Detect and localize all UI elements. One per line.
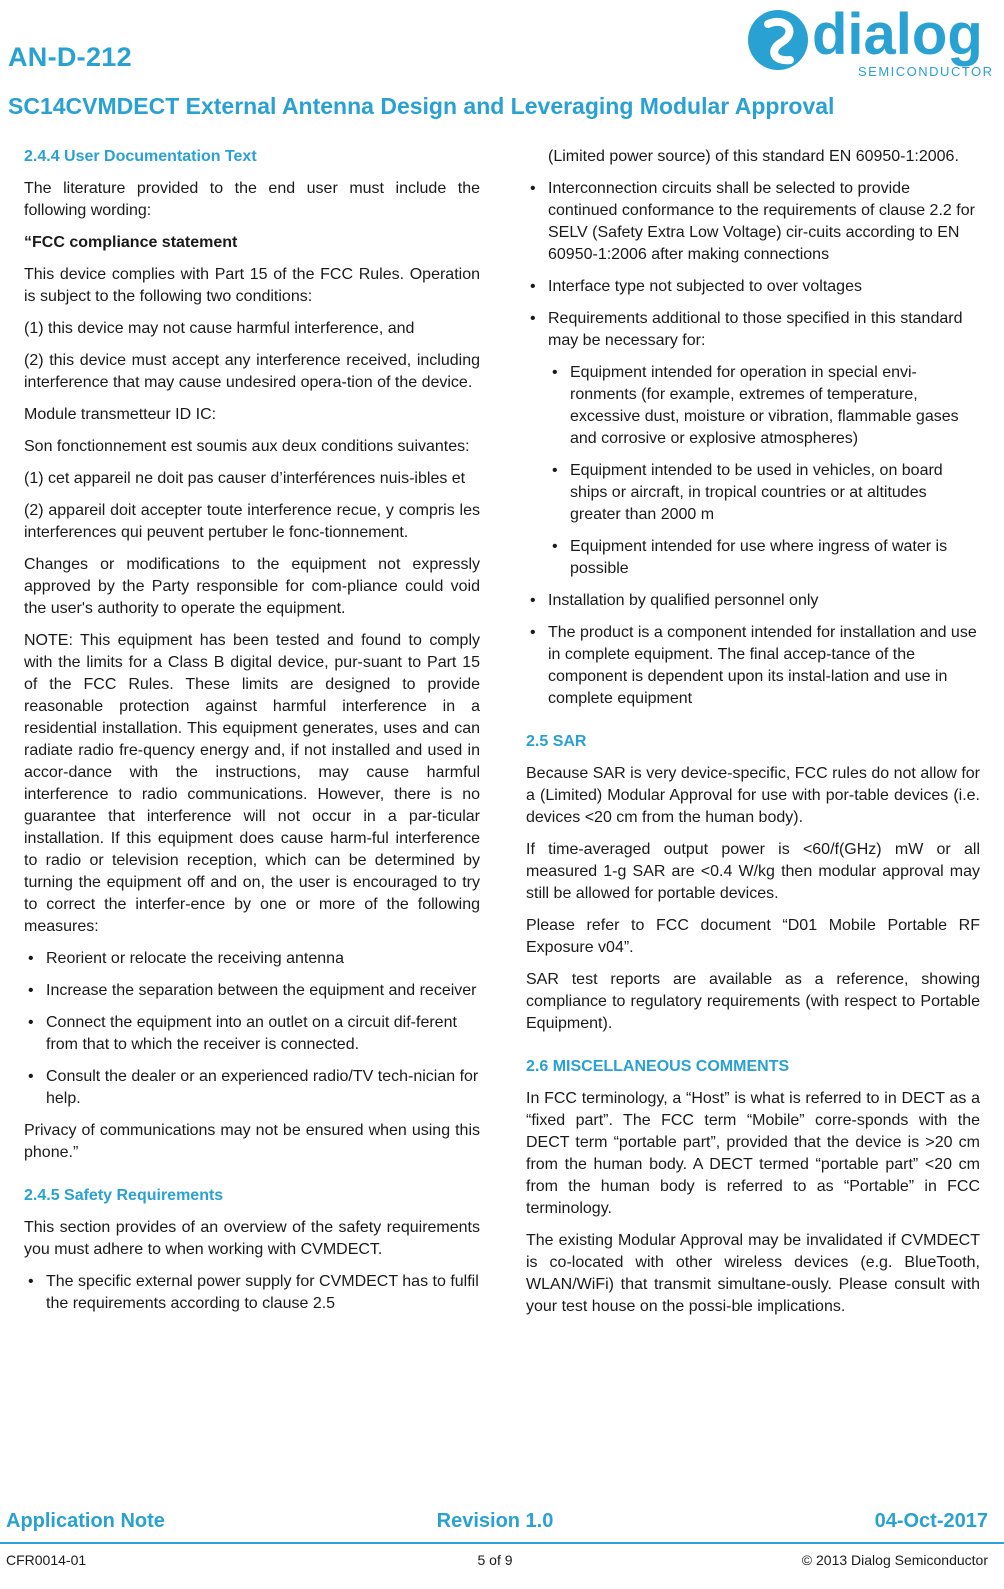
list-item: • Interconnection circuits shall be selected to provide continued conformance to the requirements of clause 2.2 for SELV (Safety Extra Low Voltage) cir-cuits according to EN 60950-1:2006 after making connections [526,178,980,266]
paragraph: Privacy of communications may not be ensured when using this phone.” [24,1122,480,1161]
document-id: AN-D-212 [8,42,132,72]
footer-divider [0,1542,1004,1544]
footer-form-id: CFR0014-01 [6,1552,87,1568]
footer-revision: Revision 1.0 [436,1510,554,1532]
measures-list [24,948,480,1110]
list-item-text: Requirements additional to those specified in this standard may be necessary for: [548,310,963,349]
footer-date: 04-Oct-2017 [874,1510,988,1532]
list-item-continued: (Limited power source) of this standard EN 60950-1:2006. [548,148,959,165]
document-title: SC14CVMDECT External Antenna Design and Leveraging Modular Approval [8,93,835,119]
section-heading-sar: 2.5 SAR [526,733,587,750]
paragraph: NOTE: This equipment has been tested and found to comply with the limits for a Class B digital device, pur-suant to Part 15 of the FCC Rules. These limits are designed to provide reasonable protection against harmful interference in a residential installation. This equipment generates, uses and can radiate radio fre-quency energy and, if not installed and used in accor-dance with the instructions, may cause harmful interference to radio communications. However, there is no guarantee that interference will not occur in a par-ticular installation. If this equipment does cause harm-ful interference to radio or television reception, which can be determined by turning the equipment off and on, the user is encouraged to try to correct the interfer-ence by one or more of the following measures: [24,632,480,935]
list-item: • Installation by qualified personnel only [526,590,980,612]
paragraph: The existing Modular Approval may be invalidated if CVMDECT is co-located with other wireless devices (e.g. BlueTooth, WLAN/WiFi) that transmit simultane-ously. Please consult with your test house on the possi-ble implications. [526,1232,980,1315]
paragraph: Son fonctionnement est soumis aux deux conditions suivantes: [24,438,470,455]
safety-list-continued [526,146,980,710]
list-item: • Interface type not subjected to over voltages [526,276,980,298]
paragraph: (1) cet appareil ne doit pas causer d’interférences nuis-ibles et [24,470,466,487]
list-item: • Increase the separation between the equipment and receiver [24,980,480,1002]
sub-list-item: • Equipment intended for use where ingress of water is possible [548,536,980,580]
paragraph: If time-averaged output power is <60/f(GHz) mW or all measured 1-g SAR are <0.4 W/kg then modular approval may still be allowed for portable devices. [526,841,980,902]
footer-page-number: 5 of 9 [477,1552,513,1568]
paragraph: Please refer to FCC document “D01 Mobile Portable RF Exposure v04”. [526,917,980,956]
paragraph: Module transmetteur ID IC: [24,406,217,423]
footer-main [0,1510,1004,1538]
paragraph: This device complies with Part 15 of the FCC Rules. Operation is subject to the following two conditions: [24,266,480,305]
paragraph: In FCC terminology, a “Host” is what is referred to in DECT as a “fixed part”. The FCC term “Mobile” corre-sponds with the DECT term “portable part”, provided that the device is >20 cm from the human body. A DECT termed “portable part” <20 cm from the human body is referred to as “Portable” in FCC terminology. [526,1090,980,1217]
list-item: • The product is a component intended for installation and use in complete equipment. The final accep-tance of the component is dependent upon its instal-lation and use in complete equipment [526,622,980,710]
section-heading-user-documentation: 2.4.4 User Documentation Text [24,148,257,165]
paragraph: Because SAR is very device-specific, FCC rules do not allow for a (Limited) Modular Approval for use with por-table devices (i.e. devices <20 cm from the human body). [526,765,980,826]
footer-copyright: © 2013 Dialog Semiconductor [801,1552,988,1568]
paragraph: (2) appareil doit accepter toute interference recue, y compris les interferences qui peuvent pertuber le fonc-tionnement. [24,502,480,541]
safety-list [24,1271,480,1315]
section-heading-safety-requirements: 2.4.5 Safety Requirements [24,1187,224,1204]
list-item [526,308,980,580]
list-item: • Reorient or relocate the receiving antenna [24,948,480,970]
sub-list-item: • Equipment intended to be used in vehicles, on board ships or aircraft, in tropical countries or at altitudes greater than 2000 m [548,460,980,526]
logo-subtext: SEMICONDUCTOR [858,64,994,79]
paragraph: This section provides of an overview of the safety requirements you must adhere to when working with CVMDECT. [24,1219,480,1258]
list-item: • The specific external power supply for CVMDECT has to fulfil the requirements according to clause 2.5 [24,1271,480,1315]
footer-doc-type: Application Note [6,1510,165,1532]
paragraph: The literature provided to the end user must include the following wording: [24,180,480,219]
section-heading-miscellaneous: 2.6 MISCELLANEOUS COMMENTS [526,1058,790,1075]
paragraph: (2) this device must accept any interference received, including interference that may cause undesired opera-tion of the device. [24,352,480,391]
paragraph-bold: “FCC compliance statement [24,234,238,251]
sub-list-item: • Equipment intended for operation in special envi-ronments (for example, extremes of temperature, excessive dust, moisture or vibration, flammable gases and corrosive or explosive atmospheres) [548,362,980,450]
paragraph: (1) this device may not cause harmful interference, and [24,320,415,337]
left-column [24,146,480,1325]
right-column [526,146,980,1328]
list-item: • Consult the dealer or an experienced radio/TV tech-nician for help. [24,1066,480,1110]
paragraph: Changes or modifications to the equipment not expressly approved by the Party responsible for com-pliance could void the user's authority to operate the equipment. [24,556,480,617]
sub-list [548,362,980,580]
logo-wordmark: dialog [812,2,983,67]
list-item: • Connect the equipment into an outlet on a circuit dif-ferent from that to which the receiver is connected. [24,1012,480,1056]
paragraph: SAR test reports are available as a reference, showing compliance to regulatory requirements (with respect to Portable Equipment). [526,971,980,1032]
dialog-logo [738,2,1000,82]
